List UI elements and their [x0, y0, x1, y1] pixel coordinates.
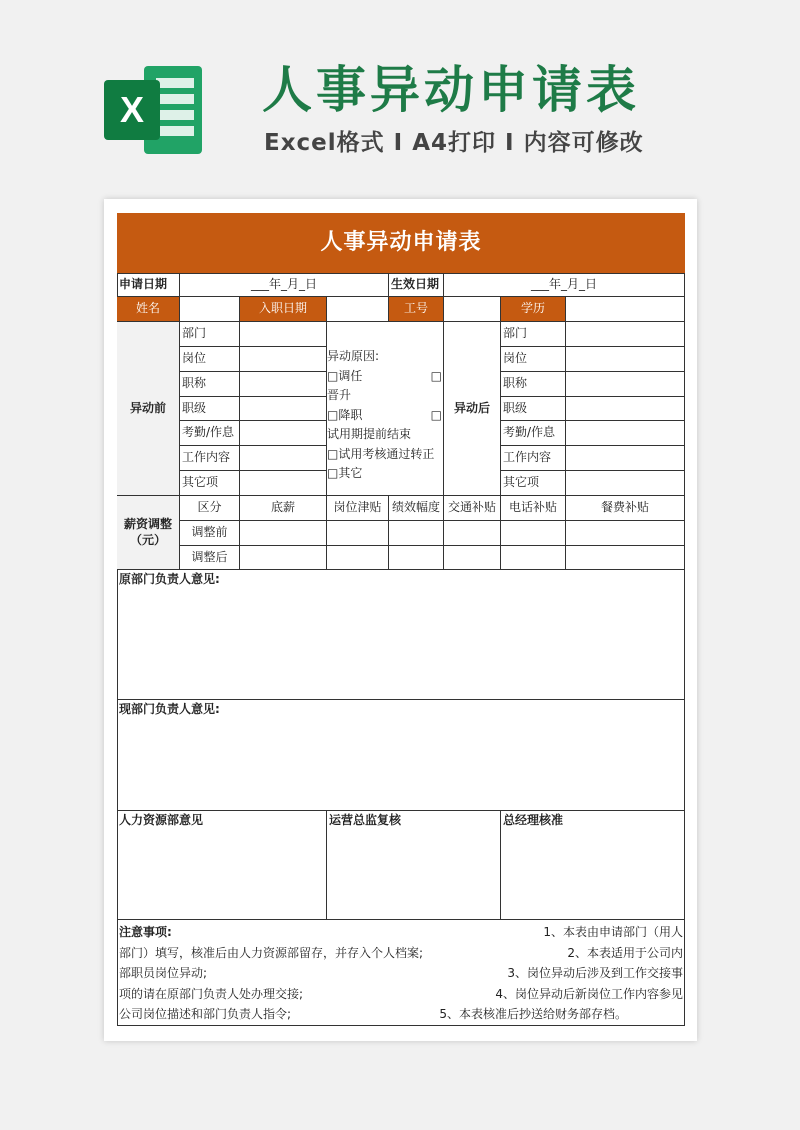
after-value-field[interactable]	[566, 397, 685, 421]
before-field-label: 岗位	[180, 347, 240, 372]
checkbox-icon[interactable]: □	[327, 368, 339, 383]
effective-date-label: 生效日期	[389, 273, 444, 297]
before-label: 异动前	[117, 322, 180, 496]
note-line: 5、本表核准后抄送给财务部存档。	[439, 1007, 627, 1021]
education-label: 学历	[501, 297, 566, 322]
salary-cell[interactable]	[389, 546, 444, 570]
employee-id-label: 工号	[389, 297, 444, 322]
reason-list	[327, 347, 442, 484]
notes-title: 注意事项:	[119, 925, 172, 939]
note-line: 2、本表适用于公司内	[567, 945, 683, 960]
current-dept-opinion[interactable]: 现部门负责人意见:	[117, 700, 685, 811]
ops-director-review[interactable]: 运营总监复核	[327, 811, 501, 920]
after-label: 异动后	[444, 322, 501, 496]
note-line: 部门）填写，核准后由人力资源部留存，并存入个人档案;	[119, 945, 424, 960]
excel-logo-icon	[104, 62, 204, 158]
before-value-field[interactable]	[240, 347, 327, 372]
reason-title: 异动原因:	[327, 349, 380, 363]
before-field-label: 职级	[180, 397, 240, 421]
hire-date-field[interactable]	[327, 297, 389, 322]
before-value-field[interactable]	[240, 471, 327, 496]
after-value-field[interactable]	[566, 322, 685, 347]
apply-date-field[interactable]: ___年_月_日	[180, 273, 389, 297]
salary-cell[interactable]	[501, 521, 566, 546]
after-value-field[interactable]	[566, 421, 685, 446]
notes-block	[117, 920, 685, 1026]
after-field-label: 其它项	[501, 471, 566, 496]
salary-cell[interactable]	[327, 546, 389, 570]
apply-date-label: 申请日期	[117, 273, 180, 297]
form-banner: 人事异动申请表	[117, 213, 685, 273]
salary-header: 区分	[180, 496, 240, 521]
original-dept-opinion[interactable]: 原部门负责人意见:	[117, 570, 685, 700]
salary-cell[interactable]	[444, 546, 501, 570]
before-value-field[interactable]	[240, 322, 327, 347]
reason-option-demotion[interactable]: □降职 □	[327, 406, 442, 426]
salary-label: 薪资调整（元）	[117, 496, 180, 570]
hr-dept-opinion[interactable]: 人力资源部意见	[117, 811, 327, 920]
salary-header: 交通补贴	[444, 496, 501, 521]
reason-option-transfer[interactable]: □调任 □	[327, 367, 442, 387]
salary-header: 餐费补贴	[566, 496, 685, 521]
checkbox-icon[interactable]: □	[327, 466, 339, 480]
before-field-label: 其它项	[180, 471, 240, 496]
reason-option-other[interactable]: □其它	[327, 466, 363, 480]
salary-cell[interactable]	[566, 521, 685, 546]
note-line: 公司岗位描述和部门负责人指令;	[119, 1007, 292, 1021]
after-field-label: 部门	[501, 322, 566, 347]
salary-header: 绩效幅度	[389, 496, 444, 521]
salary-cell[interactable]	[240, 546, 327, 570]
before-field-label: 部门	[180, 322, 240, 347]
after-field-label: 职称	[501, 372, 566, 397]
transfer-form	[117, 213, 685, 1026]
before-value-field[interactable]	[240, 446, 327, 471]
before-field-label: 考勤/作息	[180, 421, 240, 446]
after-value-field[interactable]	[566, 471, 685, 496]
before-value-field[interactable]	[240, 372, 327, 397]
reason-option-probation-early[interactable]: 试用期提前结束	[327, 427, 412, 441]
salary-header: 底薪	[240, 496, 327, 521]
note-line: 1、本表由申请部门（用人	[543, 925, 683, 939]
checkbox-icon[interactable]: □	[327, 446, 339, 461]
before-value-field[interactable]	[240, 421, 327, 446]
reason-option-probation-pass[interactable]: □试用考核通过转正	[327, 446, 435, 461]
after-field-label: 考勤/作息	[501, 421, 566, 446]
note-line: 3、岗位异动后涉及到工作交接事	[507, 966, 683, 980]
general-manager-approval[interactable]: 总经理核准	[501, 811, 685, 920]
salary-cell[interactable]	[501, 546, 566, 570]
after-value-field[interactable]	[566, 347, 685, 372]
reason-option-promotion[interactable]: 晋升	[327, 388, 352, 402]
hire-date-label: 入职日期	[240, 297, 327, 322]
name-label: 姓名	[117, 297, 180, 322]
after-field-label: 岗位	[501, 347, 566, 372]
page-title: 人事异动申请表	[262, 61, 640, 119]
salary-row-label: 调整后	[180, 546, 240, 570]
salary-cell[interactable]	[566, 546, 685, 570]
note-line: 项的请在原部门负责人处办理交接;	[119, 986, 304, 1001]
salary-cell[interactable]	[444, 521, 501, 546]
salary-cell[interactable]	[327, 521, 389, 546]
education-field[interactable]	[566, 297, 685, 322]
employee-id-field[interactable]	[444, 297, 501, 322]
salary-cell[interactable]	[240, 521, 327, 546]
salary-header: 电话补贴	[501, 496, 566, 521]
checkbox-icon[interactable]: □	[327, 407, 339, 422]
after-field-label: 职级	[501, 397, 566, 421]
checkbox-icon[interactable]: □	[430, 407, 442, 422]
note-line: 4、岗位异动后新岗位工作内容参见	[495, 986, 683, 1001]
effective-date-field[interactable]: ___年_月_日	[444, 273, 685, 297]
before-value-field[interactable]	[240, 397, 327, 421]
salary-header: 岗位津贴	[327, 496, 389, 521]
excel-logo-letter: X	[119, 89, 145, 130]
before-field-label: 工作内容	[180, 446, 240, 471]
page-subtitle: Excel格式 I A4打印 I 内容可修改	[264, 130, 644, 156]
note-line: 部职员岗位异动;	[119, 966, 208, 980]
before-field-label: 职称	[180, 372, 240, 397]
salary-cell[interactable]	[389, 521, 444, 546]
name-field[interactable]	[180, 297, 240, 322]
after-value-field[interactable]	[566, 446, 685, 471]
after-field-label: 工作内容	[501, 446, 566, 471]
checkbox-icon[interactable]: □	[430, 368, 442, 383]
after-value-field[interactable]	[566, 372, 685, 397]
salary-row-label: 调整前	[180, 521, 240, 546]
